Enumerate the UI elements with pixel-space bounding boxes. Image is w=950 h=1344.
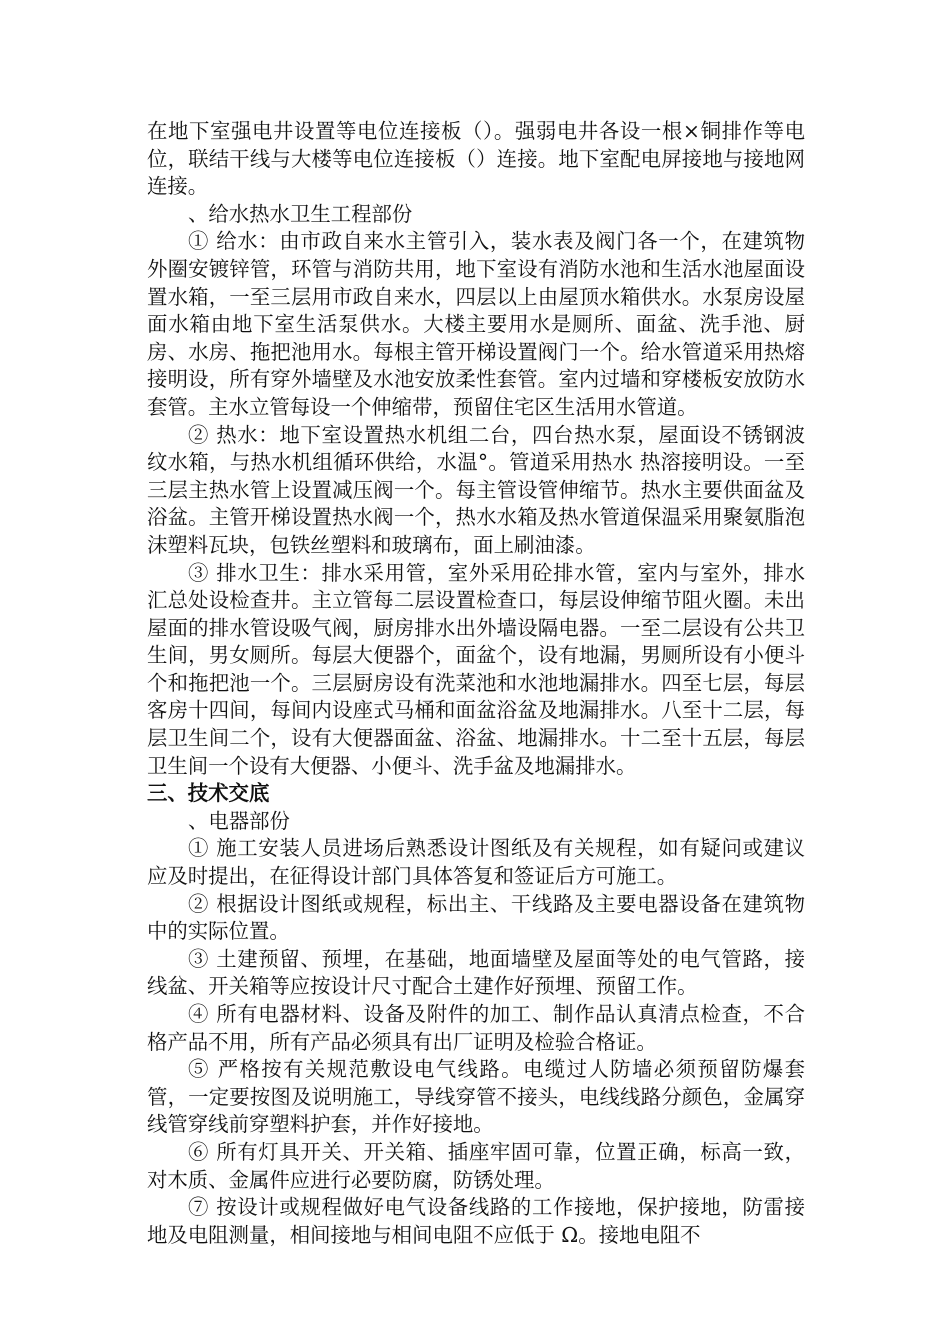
paragraph-hot-water: ② 热水：地下室设置热水机组二台，四台热水泵，屋面设不锈钢波纹水箱，与热水机组循环供给，水温°。管道采用热水 热溶接明设。一至三层主热水管上设置减压阀一个。每主管设管伸缩节。热水主要供面盆及浴盆。主管开梯设置热水阀一个，热水水箱及热水管道保温采用聚氨脂泡沫塑料瓦块，包铁丝塑料和玻璃布，面上刷油漆。: [147, 422, 805, 557]
paragraph-grounding-intro: 在地下室强电井设置等电位连接板（）。强弱电井各设一根×铜排作等电位，联结干线与大楼等电位连接板（）连接。地下室配电屏接地与接地网连接。: [147, 119, 805, 199]
paragraph-electrical-item-5: ⑤ 严格按有关规范敷设电气线路。电缆过人防墙必须预留防爆套管，一定要按图及说明施工，导线穿管不接头，电线线路分颜色，金属穿线管穿线前穿塑料护套，并作好接地。: [147, 1057, 805, 1137]
paragraph-electrical-item-4: ④ 所有电器材料、设备及附件的加工、制作品认真清点检查，不合格产品不用，所有产品必须具有出厂证明及检验合格证。: [147, 1002, 805, 1054]
document-page: [147, 118, 805, 1249]
paragraph-electrical-item-1: ① 施工安装人员进场后熟悉设计图纸及有关规程，如有疑问或建议应及时提出，在征得设计部门具体答复和签证后方可施工。: [147, 836, 805, 889]
paragraph-electrical-item-2: ② 根据设计图纸或规程，标出主、干线路及主要电器设备在建筑物中的实际位置。: [147, 891, 805, 944]
paragraph-electrical-item-7: ⑦ 按设计或规程做好电气设备线路的工作接地，保护接地，防雷接地及电阻测量，相间接地与相间电阻不应低于 Ω。接地电阻不: [147, 1195, 805, 1247]
section-heading-technical-briefing: 三、技术交底: [147, 781, 270, 806]
paragraph-water-supply: ① 给水：由市政自来水主管引入，装水表及阀门各一个，在建筑物外圈安镀锌管，环管与消防共用，地下室设有消防水池和生活水池屋面设置水箱，一至三层用市政自来水，四层以上由屋顶水箱供水。水泵房设屋面水箱由地下室生活泵供水。大楼主要用水是厕所、面盆、洗手池、厨房、水房、拖把池用水。每根主管开梯设置阀门一个。给水管道采用热熔接明设，所有穿外墙壁及水池安放柔性套管。室内过墙和穿楼板安放防水套管。主水立管每设一个伸缩带，预留住宅区生活用水管道。: [147, 229, 805, 419]
paragraph-electrical-item-3: ③ 土建预留、预埋，在基础，地面墙壁及屋面等处的电气管路，接线盆、开关箱等应按设计尺寸配合土建作好预埋、预留工作。: [147, 946, 805, 999]
section-heading-electrical: 、电器部份: [188, 808, 290, 833]
paragraph-drainage-sanitary: ③ 排水卫生：排水采用管，室外采用砼排水管，室内与室外，排水汇总处设检查井。主立管每二层设置检查口，每层设伸缩节阻火圈。未出屋面的排水管设吸气阀，厨房排水出外墙设隔电器。一至二层设有公共卫生间，男女厕所。每层大便器个，面盆个，设有地漏，男厕所设有小便斗个和拖把池一个。三层厨房设有洗菜池和水池地漏排水。四至七层，每层客房十四间，每间内设座式马桶和面盆浴盆及地漏排水。八至十二层，每层卫生间二个，设有大便器面盆、浴盆、地漏排水。十二至十五层，每层卫生间一个设有大便器、小便斗、洗手盆及地漏排水。: [147, 560, 805, 778]
section-heading-water-supply: 、给水热水卫生工程部份: [188, 201, 413, 226]
paragraph-electrical-item-6: ⑥ 所有灯具开关、开关箱、插座牢固可靠，位置正确，标高一致，对木质、金属件应进行必要防腐，防锈处理。: [147, 1139, 805, 1192]
